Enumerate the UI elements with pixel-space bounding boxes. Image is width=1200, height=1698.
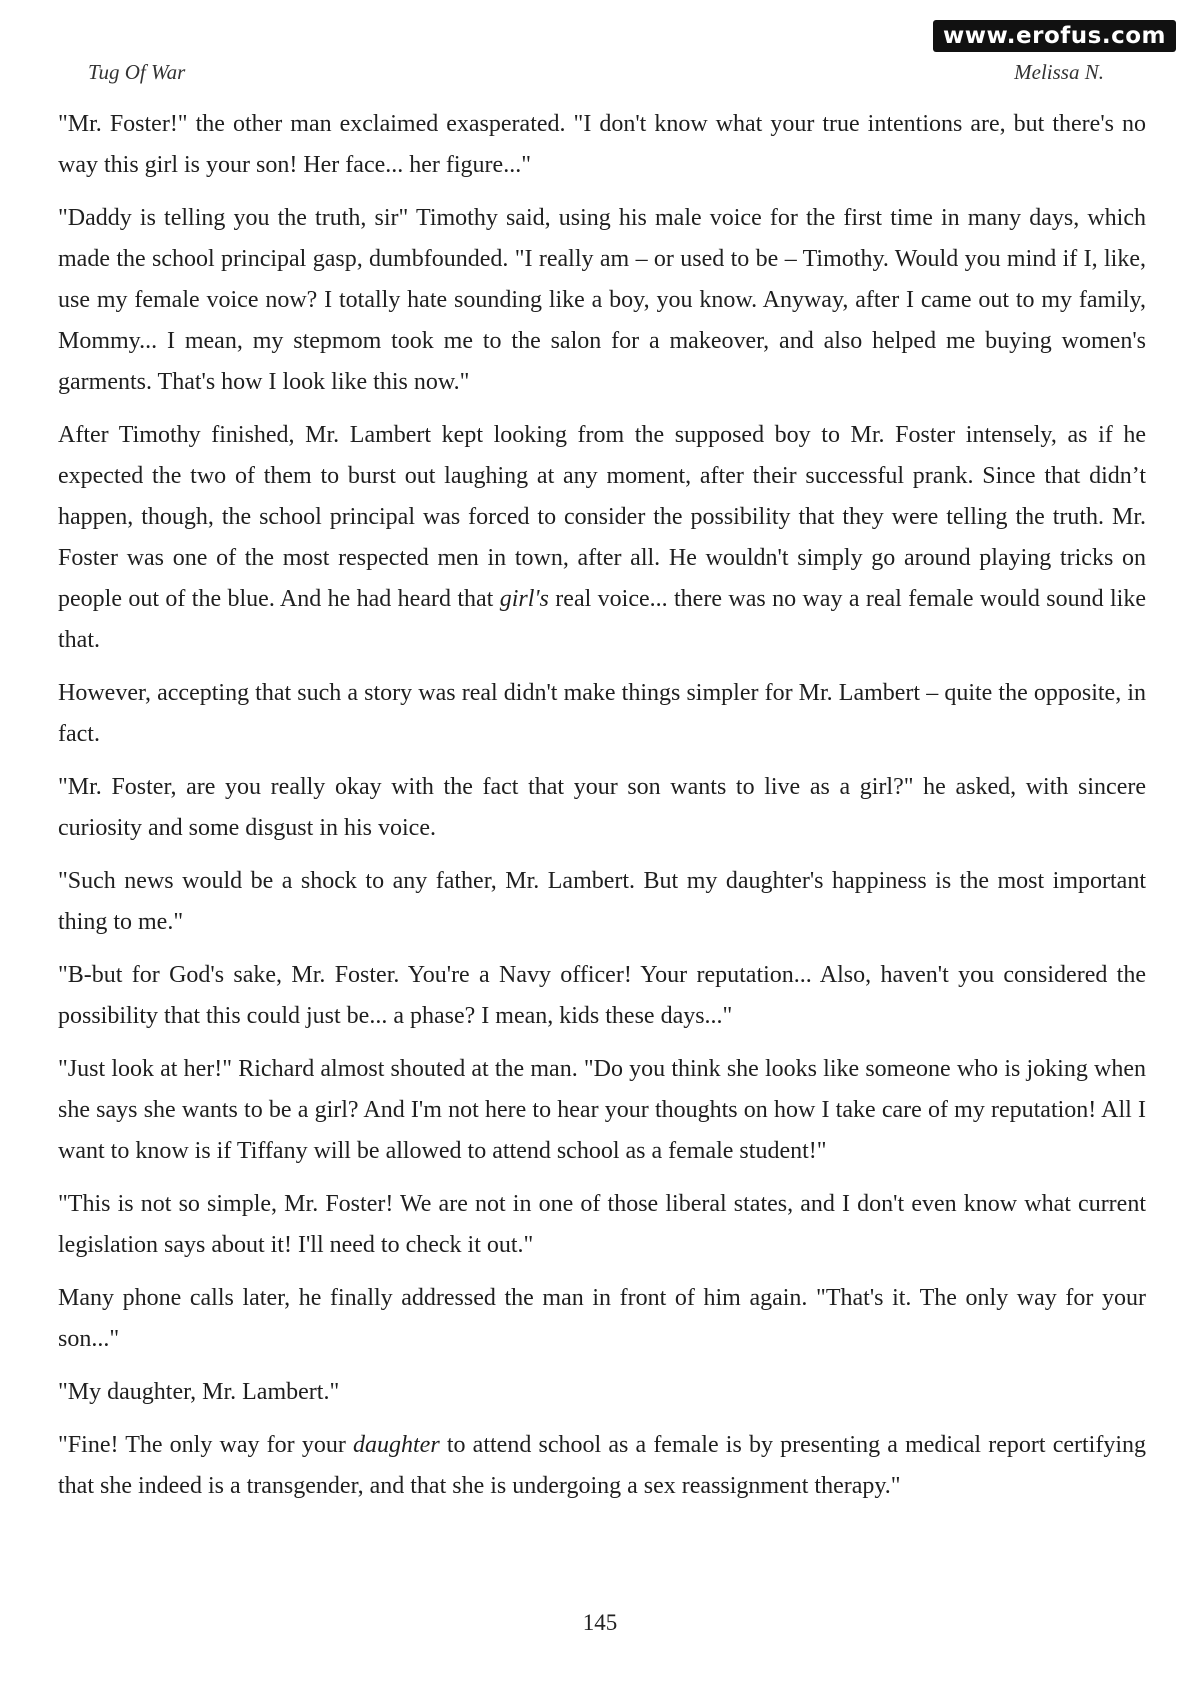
text-run: "Daddy is telling you the truth, sir" Timothy said, using his male voice for the first time in many days, which made the school principal gasp, dumbfounded. "I really am – or used to be – Timothy. Would you mind if I, like, use my female voice now? I totally hate sounding like a boy, you know. Anyway, after I came out to my family, Mommy... I mean, my stepmom took me to the salon for a makeover, and also helped me buying women's garments. That's how I look like this now." <box>58 205 1146 395</box>
paragraph <box>58 955 1146 1037</box>
text-run: "Just look at her!" Richard almost shouted at the man. "Do you think she looks like someone who is joking when she says she wants to be a girl? And I'm not here to hear your thoughts on how I take care of my reputation! All I want to know is if Tiffany will be allowed to attend school as a female student!" <box>58 1056 1146 1164</box>
page-header <box>88 60 1104 92</box>
paragraph <box>58 1278 1146 1360</box>
paragraph <box>58 1184 1146 1266</box>
paragraph <box>58 1425 1146 1507</box>
text-run: "My daughter, Mr. Lambert." <box>58 1379 340 1405</box>
paragraph <box>58 415 1146 661</box>
paragraph <box>58 767 1146 849</box>
text-run: However, accepting that such a story was real didn't make things simpler for Mr. Lambert – quite the opposite, in fact. <box>58 680 1146 747</box>
paragraph <box>58 198 1146 403</box>
italic-text: daughter <box>353 1432 440 1458</box>
text-run: "This is not so simple, Mr. Foster! We are not in one of those liberal states, and I don't even know what current legislation says about it! I'll need to check it out." <box>58 1191 1146 1258</box>
text-run: "Fine! The only way for your <box>58 1432 353 1458</box>
watermark-logo: www.erofus.com <box>933 20 1176 52</box>
text-run: Many phone calls later, he finally addressed the man in front of him again. "That's it. The only way for your son..." <box>58 1285 1146 1352</box>
paragraph <box>58 1372 1146 1413</box>
text-run: "B-but for God's sake, Mr. Foster. You're a Navy officer! Your reputation... Also, haven't you considered the possibility that this could just be... a phase? I mean, kids these days..." <box>58 962 1146 1029</box>
paragraph <box>58 1049 1146 1172</box>
text-run: After Timothy finished, Mr. Lambert kept looking from the supposed boy to Mr. Foster intensely, as if he expected the two of them to burst out laughing at any moment, after their successful prank. Since that didn’t happen, though, the school principal was forced to consider the possibility that they were telling the truth. Mr. Foster was one of the most respected men in town, after all. He wouldn't simply go around playing tricks on people out of the blue. And he had heard that <box>58 422 1146 612</box>
text-run: "Mr. Foster!" the other man exclaimed exasperated. "I don't know what your true intentions are, but there's no way this girl is your son! Her face... her figure..." <box>58 111 1146 178</box>
paragraph <box>58 673 1146 755</box>
book-title: Tug Of War <box>88 60 186 84</box>
text-run: real voice... there was no way a real female would sound like that. <box>58 586 1146 653</box>
paragraph <box>58 104 1146 186</box>
page-number: 145 <box>582 1610 618 1635</box>
text-run: "Mr. Foster, are you really okay with the fact that your son wants to live as a girl?" he asked, with sincere curiosity and some disgust in his voice. <box>58 774 1146 841</box>
text-run: "Such news would be a shock to any father, Mr. Lambert. But my daughter's happiness is the most important thing to me." <box>58 868 1146 935</box>
paragraph <box>58 861 1146 943</box>
author-name: Melissa N. <box>1014 60 1104 84</box>
page-body <box>58 104 1146 1519</box>
text-run: to attend school as a female is by presenting a medical report certifying that she indeed is a transgender, and that she is undergoing a sex reassignment therapy." <box>58 1432 1146 1499</box>
italic-text: girl's <box>499 586 549 612</box>
